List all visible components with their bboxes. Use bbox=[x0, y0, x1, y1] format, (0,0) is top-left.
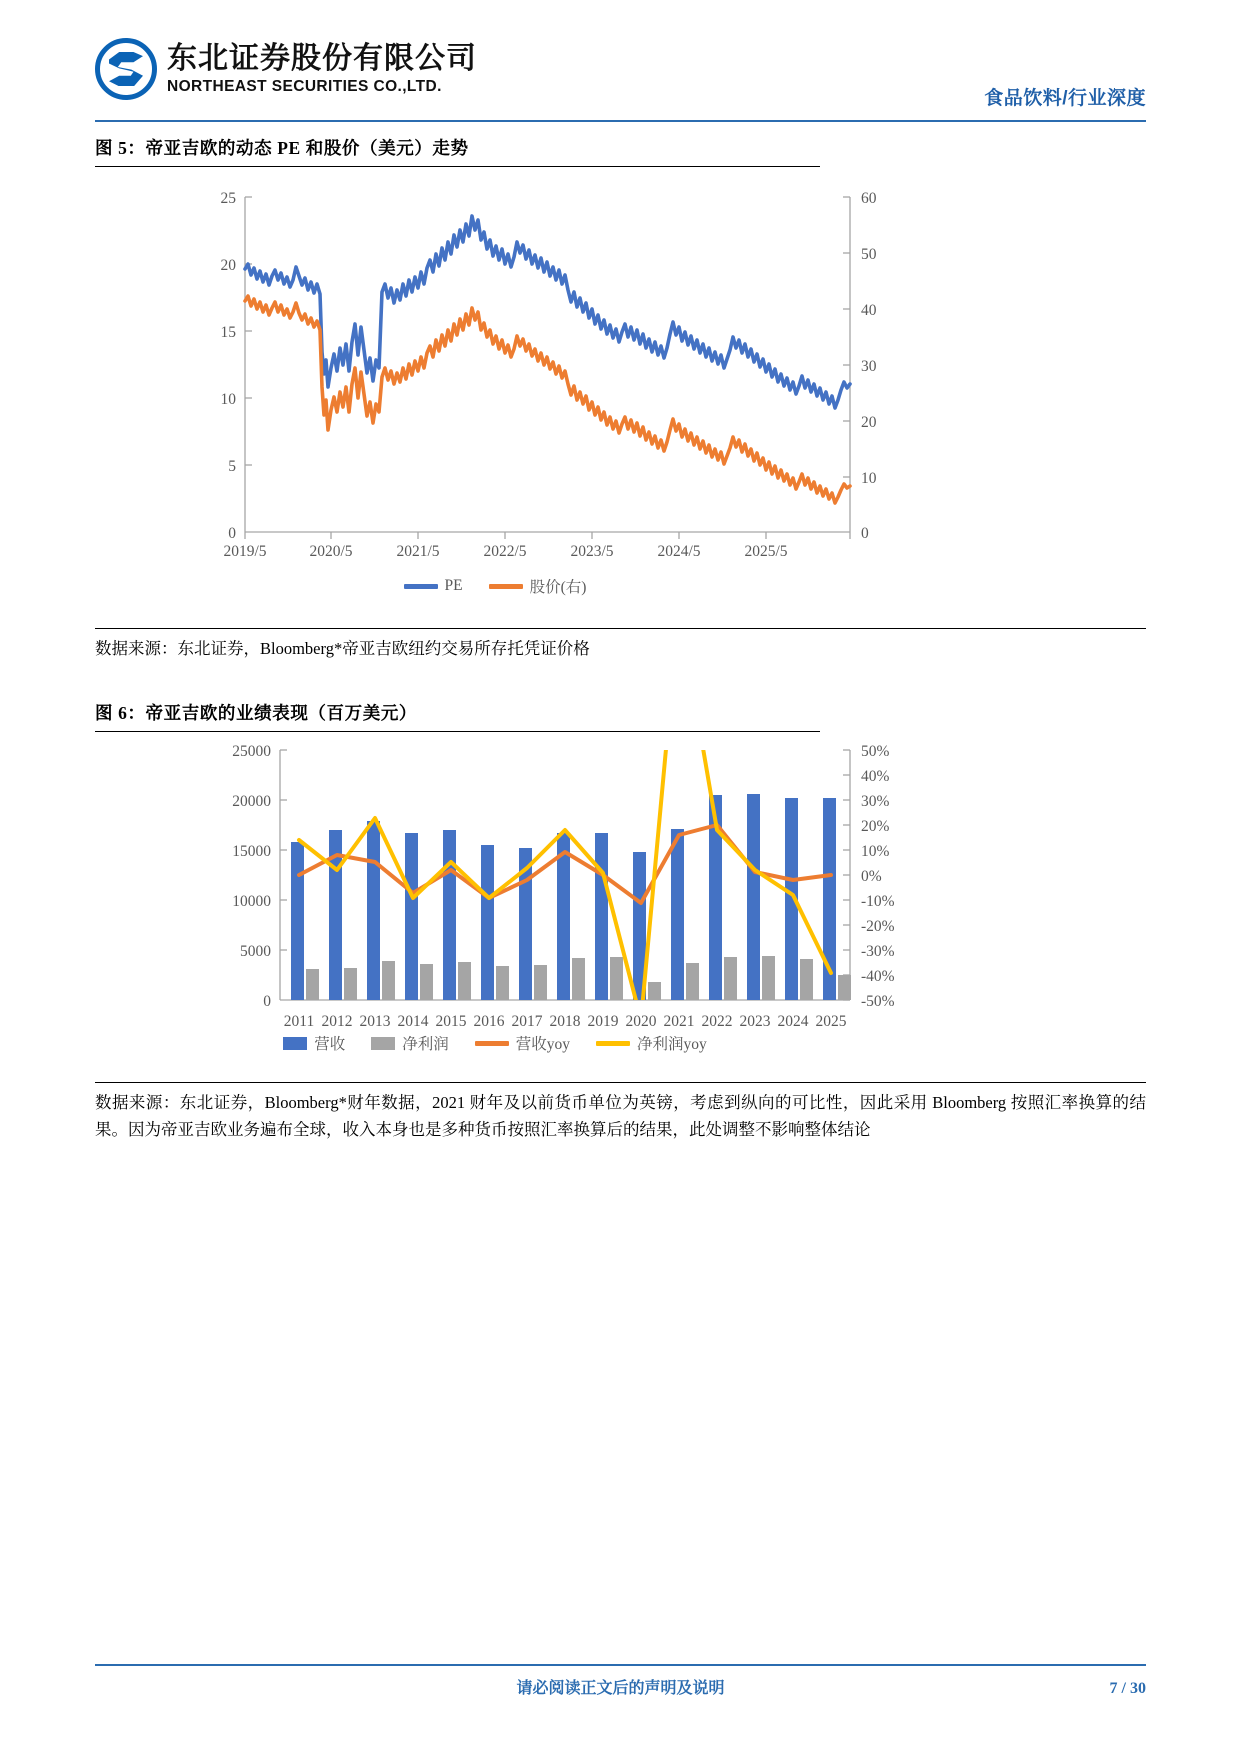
svg-text:2021/5: 2021/5 bbox=[396, 543, 440, 557]
svg-text:2018: 2018 bbox=[549, 1013, 581, 1030]
figure6-source-note: 数据来源：东北证券，Bloomberg*财年数据，2021 财年及以前货币单位为英镑，考虑到纵向的可比性，因此采用 Bloomberg 按照汇率换算的结果。因为帝亚吉欧业务遍布全球，收入本身也是多种货币按照汇率换算后的结果，此处调整不影响整体结论 bbox=[95, 1082, 1146, 1143]
svg-text:60: 60 bbox=[861, 190, 877, 207]
legend-swatch-price-icon bbox=[489, 584, 523, 589]
svg-text:30%: 30% bbox=[861, 793, 890, 810]
legend-item-netprofit bbox=[371, 1032, 449, 1054]
svg-text:0: 0 bbox=[861, 525, 869, 542]
svg-text:2019/5: 2019/5 bbox=[223, 543, 267, 557]
northeast-securities-logo-icon bbox=[95, 38, 157, 100]
legend-label-price: 股价(右) bbox=[529, 579, 587, 596]
svg-text:50: 50 bbox=[861, 246, 877, 263]
legend-swatch-revenue-yoy-icon bbox=[475, 1041, 509, 1046]
legend-item-pe bbox=[404, 577, 463, 595]
figure6-title: 图 6：帝亚吉欧的业绩表现（百万美元） bbox=[95, 700, 820, 732]
svg-text:2011: 2011 bbox=[283, 1013, 315, 1030]
svg-text:2021: 2021 bbox=[663, 1013, 695, 1030]
figure6-legend bbox=[95, 1032, 895, 1054]
page-separator: / bbox=[1121, 1680, 1126, 1697]
svg-text:40%: 40% bbox=[861, 768, 890, 785]
svg-text:0%: 0% bbox=[861, 868, 882, 885]
legend-label-revenue: 营收 bbox=[314, 1036, 346, 1053]
svg-text:2020/5: 2020/5 bbox=[309, 543, 353, 557]
figure5-legend bbox=[95, 575, 895, 597]
legend-swatch-netprofit-icon bbox=[371, 1037, 395, 1050]
svg-text:2014: 2014 bbox=[397, 1013, 429, 1030]
svg-text:0: 0 bbox=[228, 525, 236, 542]
svg-text:20000: 20000 bbox=[232, 793, 271, 810]
company-name-cn: 东北证券股份有限公司 bbox=[167, 41, 477, 75]
legend-item-price bbox=[489, 575, 587, 597]
svg-text:-10%: -10% bbox=[861, 893, 895, 910]
figure5-series-price bbox=[245, 296, 850, 503]
svg-text:2025/5: 2025/5 bbox=[744, 543, 788, 557]
legend-swatch-pe-icon bbox=[404, 584, 438, 589]
figure5-series-pe bbox=[245, 216, 850, 408]
legend-label-netprofit: 净利润 bbox=[402, 1036, 449, 1053]
svg-text:2016: 2016 bbox=[473, 1013, 505, 1030]
svg-text:15: 15 bbox=[220, 324, 236, 341]
legend-swatch-netprofit-yoy-icon bbox=[596, 1041, 630, 1046]
header-divider bbox=[95, 120, 1146, 122]
svg-text:2023: 2023 bbox=[739, 1013, 771, 1030]
svg-text:2020: 2020 bbox=[625, 1013, 657, 1030]
svg-text:-40%: -40% bbox=[861, 968, 895, 985]
legend-item-revenue bbox=[283, 1032, 345, 1054]
svg-text:5000: 5000 bbox=[240, 943, 271, 960]
figure6-svg bbox=[95, 738, 895, 1058]
legend-item-netprofit-yoy bbox=[596, 1032, 707, 1054]
svg-text:0: 0 bbox=[263, 993, 271, 1010]
legend-label-pe: PE bbox=[444, 577, 463, 594]
svg-text:10%: 10% bbox=[861, 843, 890, 860]
header-section-label: 食品饮料/行业深度 bbox=[984, 88, 1146, 109]
logo-text-block bbox=[167, 42, 477, 96]
svg-text:50%: 50% bbox=[861, 743, 890, 760]
svg-text:15000: 15000 bbox=[232, 843, 271, 860]
svg-text:20%: 20% bbox=[861, 818, 890, 835]
svg-text:-20%: -20% bbox=[861, 918, 895, 935]
footer-page-number bbox=[1110, 1680, 1146, 1698]
svg-text:30: 30 bbox=[861, 358, 877, 375]
svg-text:2024: 2024 bbox=[777, 1013, 809, 1030]
svg-text:-30%: -30% bbox=[861, 943, 895, 960]
legend-item-revenue-yoy bbox=[475, 1032, 570, 1054]
svg-text:25: 25 bbox=[220, 190, 236, 207]
svg-text:2022/5: 2022/5 bbox=[483, 543, 527, 557]
svg-text:2017: 2017 bbox=[511, 1013, 543, 1030]
company-name-en: NORTHEAST SECURITIES CO.,LTD. bbox=[167, 77, 442, 95]
svg-text:10: 10 bbox=[220, 391, 236, 408]
svg-text:2015: 2015 bbox=[435, 1013, 467, 1030]
page-header bbox=[95, 38, 1146, 120]
svg-text:10: 10 bbox=[861, 470, 877, 487]
svg-text:-50%: -50% bbox=[861, 993, 895, 1010]
footer-disclaimer: 请必阅读正文后的声明及说明 bbox=[516, 1680, 725, 1697]
legend-label-revenue-yoy: 营收yoy bbox=[515, 1036, 571, 1053]
page-current: 7 bbox=[1109, 1680, 1118, 1697]
svg-text:2019: 2019 bbox=[587, 1013, 619, 1030]
figure6-chart bbox=[95, 738, 895, 1058]
legend-swatch-revenue-icon bbox=[283, 1037, 307, 1050]
footer-divider bbox=[95, 1664, 1146, 1666]
svg-text:2013: 2013 bbox=[359, 1013, 391, 1030]
svg-text:2022: 2022 bbox=[701, 1013, 733, 1030]
svg-text:40: 40 bbox=[861, 302, 877, 319]
svg-text:2023/5: 2023/5 bbox=[570, 543, 614, 557]
svg-text:10000: 10000 bbox=[232, 893, 271, 910]
svg-text:20: 20 bbox=[861, 414, 877, 431]
svg-text:2012: 2012 bbox=[321, 1013, 353, 1030]
page-total: 30 bbox=[1130, 1680, 1146, 1697]
svg-text:25000: 25000 bbox=[232, 743, 271, 760]
figure5-chart bbox=[95, 172, 895, 557]
svg-text:2024/5: 2024/5 bbox=[657, 543, 701, 557]
legend-label-netprofit-yoy: 净利润yoy bbox=[637, 1036, 707, 1053]
svg-text:20: 20 bbox=[220, 257, 236, 274]
figure5-svg bbox=[95, 172, 895, 557]
figure6-bars-revenue bbox=[291, 794, 836, 1000]
figure5-source-note: 数据来源：东北证券，Bloomberg*帝亚吉欧纽约交易所存托凭证价格 bbox=[95, 628, 1146, 663]
figure5-title: 图 5：帝亚吉欧的动态 PE 和股价（美元）走势 bbox=[95, 135, 820, 167]
svg-text:5: 5 bbox=[228, 458, 236, 475]
svg-text:2025: 2025 bbox=[815, 1013, 847, 1030]
figure6-bars-netprofit bbox=[306, 956, 851, 1000]
company-logo bbox=[95, 38, 477, 100]
